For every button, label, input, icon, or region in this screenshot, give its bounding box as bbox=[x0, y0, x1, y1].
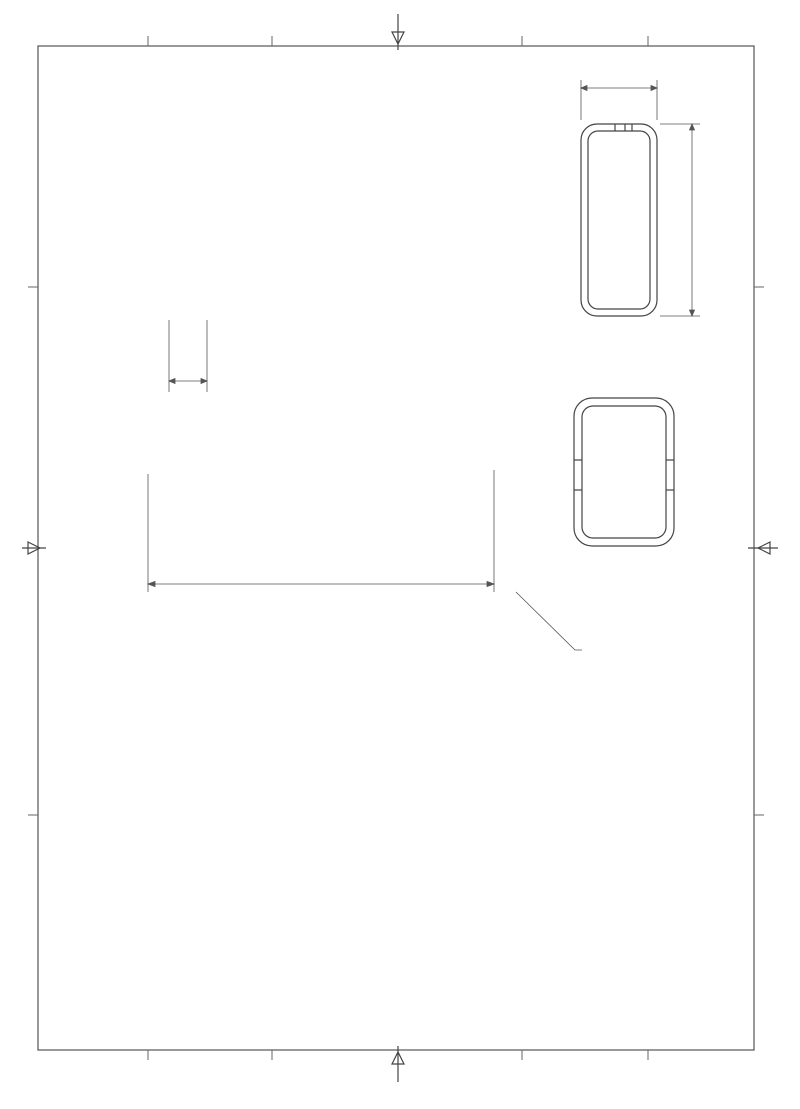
centering-marks bbox=[22, 14, 778, 1082]
end-view-square bbox=[574, 398, 674, 546]
frame-ticks bbox=[28, 36, 764, 1060]
end-view-rectangle bbox=[581, 124, 657, 316]
outer-frame bbox=[38, 46, 754, 1050]
dimension-lines bbox=[148, 80, 700, 650]
